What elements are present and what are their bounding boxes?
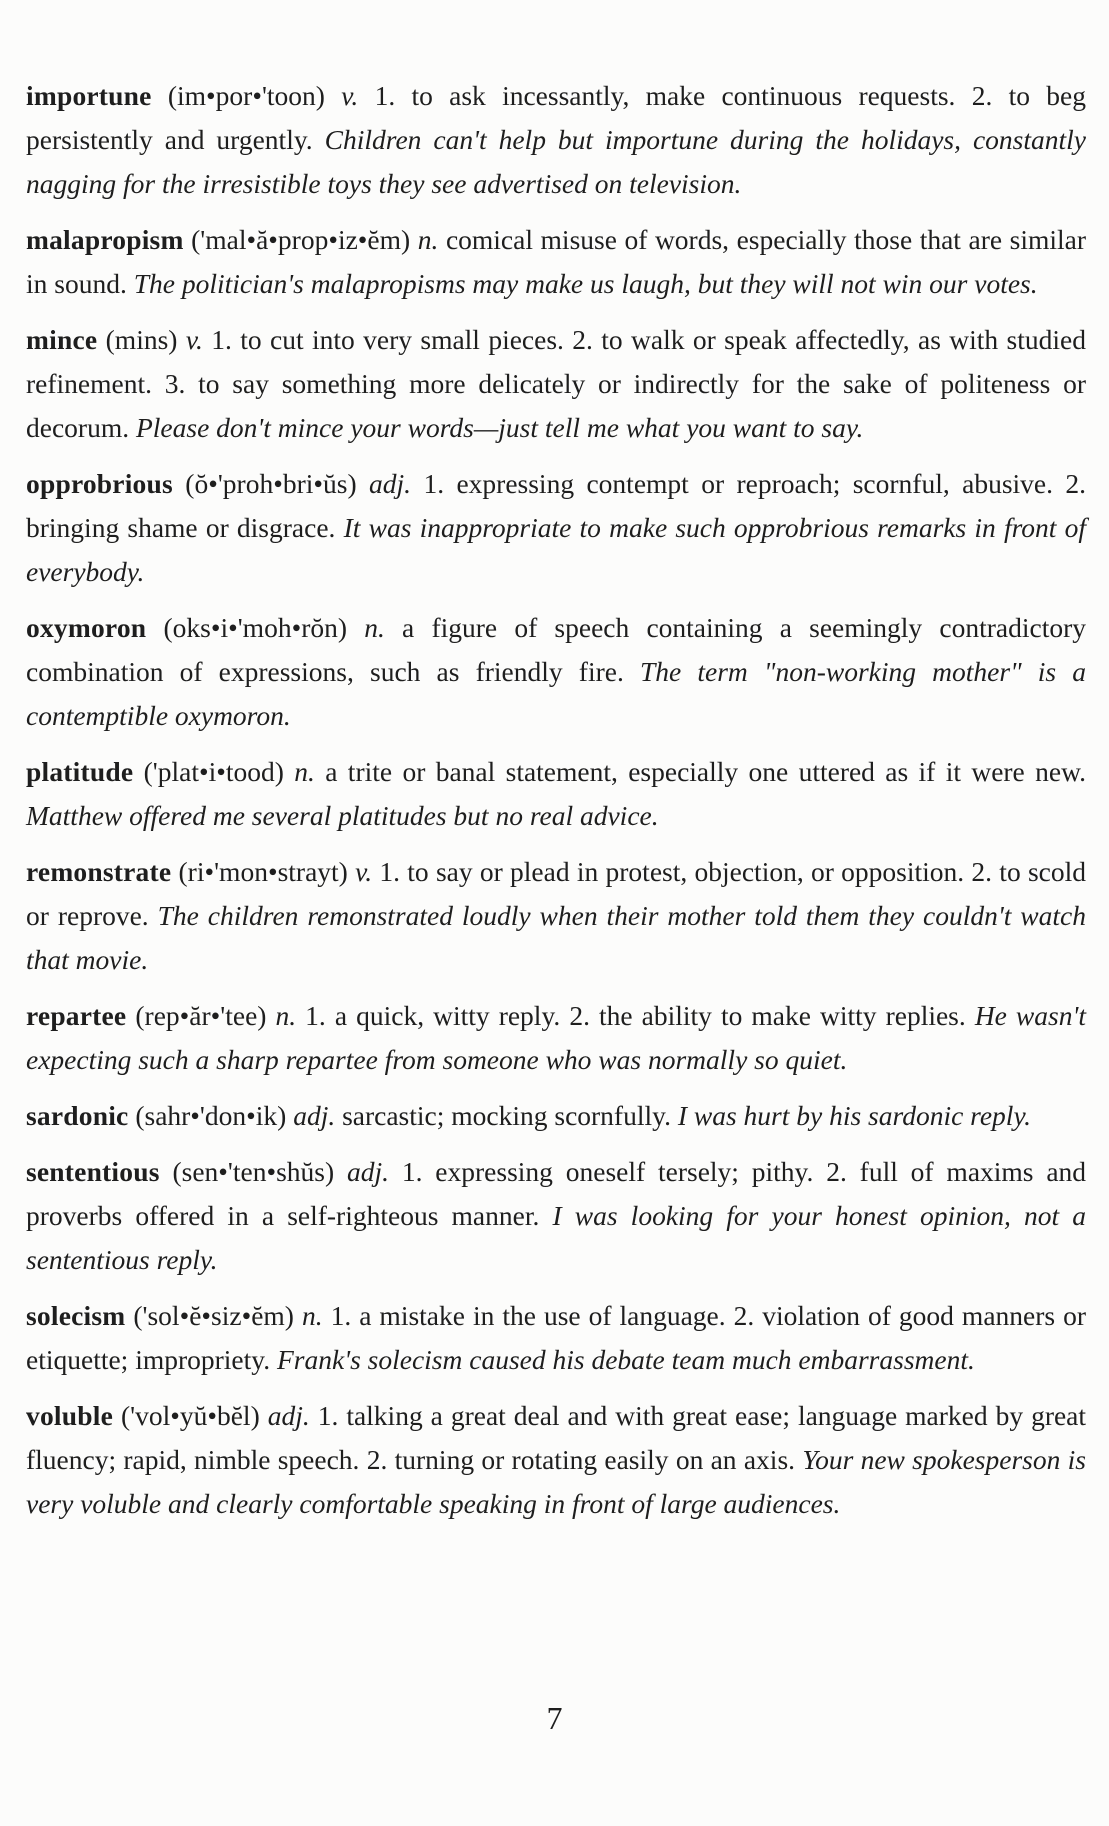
definition: 1. talking a great deal and with great ease; language marked by great fluency; rapid, nimble speech. 2. turning or rotating easily on an axis. xyxy=(26,1400,1087,1475)
pronunciation: (oks•i•'moh•rŏn) xyxy=(163,612,348,643)
example-sentence: Frank's solecism caused his debate team much embarrassment. xyxy=(277,1344,975,1375)
headword: sententious xyxy=(26,1156,160,1187)
part-of-speech: v. xyxy=(185,324,203,355)
example-sentence: Matthew offered me several platitudes but no real advice. xyxy=(26,800,659,831)
definition: 1. expressing contempt or reproach; scornful, abusive. 2. bringing shame or disgrace. xyxy=(26,468,1087,543)
definition: comical misuse of words, especially those that are similar in sound. xyxy=(26,224,1087,299)
headword: platitude xyxy=(26,756,134,787)
part-of-speech: n. xyxy=(417,224,439,255)
headword: remonstrate xyxy=(26,856,172,887)
part-of-speech: n. xyxy=(275,1000,297,1031)
pronunciation: ('plat•i•tood) xyxy=(143,756,284,787)
part-of-speech: n. xyxy=(301,1300,323,1331)
definition: a trite or banal statement, especially one uttered as if it were new. xyxy=(325,756,1087,787)
pronunciation: (ŏ•'proh•bri•ŭs) xyxy=(185,468,357,499)
entry-list xyxy=(26,74,1086,1538)
definition: sarcastic; mocking scornfully. xyxy=(342,1100,671,1131)
pronunciation: (mins) xyxy=(105,324,178,355)
entry-malapropism xyxy=(26,218,1086,306)
example-sentence: Your new spokesperson is very voluble and clearly comfortable speaking in front of large audiences. xyxy=(26,1444,1086,1519)
example-sentence: Children can't help but importune during the holidays, constantly nagging for the irresistible toys they see advertised on television. xyxy=(26,124,1087,199)
entry-platitude xyxy=(26,750,1086,838)
definition: 1. to say or plead in protest, objection, or opposition. 2. to scold or reprove. xyxy=(26,856,1087,931)
headword: oxymoron xyxy=(26,612,147,643)
pronunciation: (sen•'ten•shŭs) xyxy=(172,1156,335,1187)
example-sentence: He wasn't expecting such a sharp repartee from someone who was normally so quiet. xyxy=(26,1000,1086,1075)
entry-importune xyxy=(26,74,1086,206)
example-sentence: I was hurt by his sardonic reply. xyxy=(677,1100,1032,1131)
pronunciation: ('sol•ĕ•siz•ĕm) xyxy=(133,1300,294,1331)
example-sentence: Please don't mince your words—just tell me what you want to say. xyxy=(135,412,864,443)
page-number: 7 xyxy=(546,1700,563,1736)
entry-mince xyxy=(26,318,1086,450)
pronunciation: ('mal•ă•prop•iz•ĕm) xyxy=(191,224,411,255)
example-sentence: The politician's malapropisms may make us laugh, but they will not win our votes. xyxy=(133,268,1038,299)
headword: sardonic xyxy=(26,1100,129,1131)
example-sentence: The term "non-working mother" is a contemptible oxymoron. xyxy=(26,656,1086,731)
entry-remonstrate xyxy=(26,850,1086,982)
pronunciation: ('vol•yŭ•bĕl) xyxy=(120,1400,260,1431)
headword: voluble xyxy=(26,1400,113,1431)
entry-solecism xyxy=(26,1294,1086,1382)
entry-sardonic xyxy=(26,1094,1086,1138)
entry-voluble xyxy=(26,1394,1086,1526)
example-sentence: I was looking for your honest opinion, not a sententious reply. xyxy=(26,1200,1086,1275)
definition: 1. a quick, witty reply. 2. the ability to make witty replies. xyxy=(305,1000,966,1031)
part-of-speech: adj. xyxy=(293,1100,336,1131)
part-of-speech: v. xyxy=(355,856,373,887)
definition: 1. expressing oneself tersely; pithy. 2. full of maxims and proverbs offered in a self-righteous manner. xyxy=(26,1156,1087,1231)
entry-repartee xyxy=(26,994,1086,1082)
part-of-speech: adj. xyxy=(267,1400,310,1431)
example-sentence: The children remonstrated loudly when their mother told them they couldn't watch that movie. xyxy=(26,900,1086,975)
headword: malapropism xyxy=(26,224,184,255)
pronunciation: (ri•'mon•strayt) xyxy=(178,856,348,887)
headword: repartee xyxy=(26,1000,127,1031)
part-of-speech: adj. xyxy=(346,1156,389,1187)
entry-sententious xyxy=(26,1150,1086,1282)
part-of-speech: adj. xyxy=(369,468,412,499)
entry-oxymoron xyxy=(26,606,1086,738)
entry-opprobrious xyxy=(26,462,1086,594)
part-of-speech: n. xyxy=(294,756,315,787)
definition: a figure of speech containing a seemingly contradictory combination of expressions, such as friendly fire. xyxy=(26,612,1086,687)
definition: 1. to ask incessantly, make continuous requests. 2. to beg persistently and urgently. xyxy=(26,80,1086,155)
definition: 1. a mistake in the use of language. 2. violation of good manners or etiquette; impropriety. xyxy=(26,1300,1087,1375)
headword: mince xyxy=(26,324,98,355)
headword: importune xyxy=(26,80,152,111)
pronunciation: (sahr•'don•ik) xyxy=(135,1100,287,1131)
pronunciation: (rep•ăr•'tee) xyxy=(135,1000,267,1031)
part-of-speech: v. xyxy=(341,80,359,111)
example-sentence: It was inappropriate to make such opprobrious remarks in front of everybody. xyxy=(26,512,1087,587)
part-of-speech: n. xyxy=(364,612,385,643)
definition: 1. to cut into very small pieces. 2. to walk or speak affectedly, as with studied refinement. 3. to say something more delicately or indirectly for the sake of politeness or decorum. xyxy=(26,324,1086,443)
headword: opprobrious xyxy=(26,468,173,499)
pronunciation: (im•por•'toon) xyxy=(167,80,325,111)
headword: solecism xyxy=(26,1300,126,1331)
